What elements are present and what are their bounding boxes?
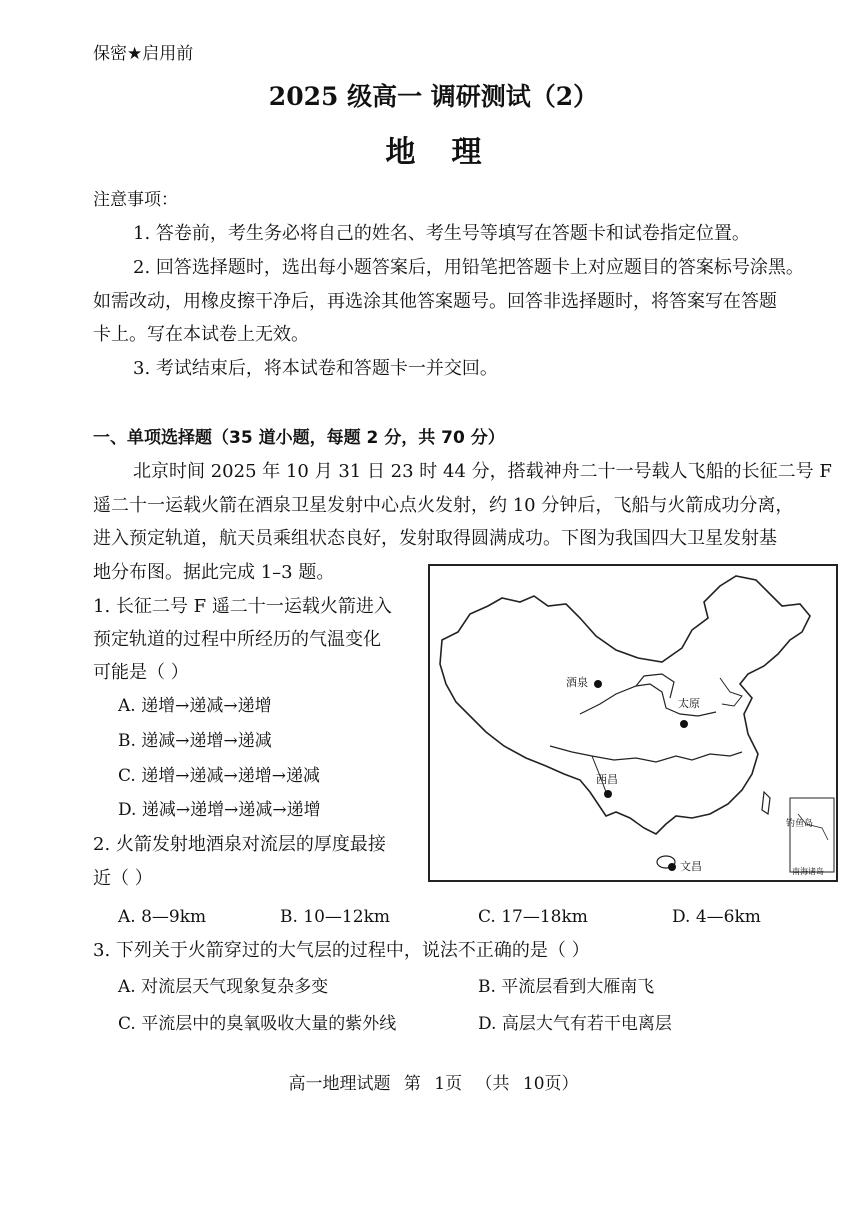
site-dot-jiuquan bbox=[594, 680, 602, 688]
china-outline-map bbox=[430, 566, 836, 880]
q2-line-2: 近（ ） bbox=[93, 868, 153, 889]
q1-line-3: 可能是（ ） bbox=[93, 662, 189, 683]
q3-option-d: D. 高层大气有若干电离层 bbox=[478, 1014, 672, 1034]
taiwan-island bbox=[762, 792, 770, 814]
south-sea-label: 南海诸岛 bbox=[792, 867, 824, 876]
note-item-1: 1. 答卷前，考生务必将自己的姓名、考生号等填写在答题卡和试卷指定位置。 bbox=[133, 223, 750, 244]
stem-line-4: 地分布图。据此完成 1–3 题。 bbox=[93, 562, 335, 583]
subject-title: 地理 bbox=[385, 135, 518, 170]
q1-option-b: B. 递减→递增→递减 bbox=[118, 731, 272, 751]
note-item-2-line-2: 如需改动，用橡皮擦干净后，再选涂其他答案题号。回答非选择题时，将答案写在答题 bbox=[93, 291, 777, 312]
q2-option-c: C. 17—18km bbox=[478, 907, 588, 927]
site-label-xichang: 西昌 bbox=[596, 773, 618, 786]
notes-heading: 注意事项： bbox=[93, 190, 178, 210]
site-label-jiuquan: 酒泉 bbox=[566, 676, 588, 689]
q1-option-a: A. 递增→递减→递增 bbox=[118, 696, 272, 716]
q1-line-1: 1. 长征二号 F 遥二十一运载火箭进入 bbox=[93, 596, 392, 617]
q2-option-d: D. 4—6km bbox=[672, 907, 761, 927]
q2-line-1: 2. 火箭发射地酒泉对流层的厚度最接 bbox=[93, 834, 386, 855]
q3-option-c: C. 平流层中的臭氧吸收大量的紫外线 bbox=[118, 1014, 397, 1034]
q1-option-d: D. 递减→递增→递减→递增 bbox=[118, 800, 321, 820]
site-dot-wenchang bbox=[668, 863, 676, 871]
q2-option-a: A. 8—9km bbox=[118, 907, 207, 927]
q1-option-c: C. 递增→递减→递增→递减 bbox=[118, 766, 320, 786]
stem-line-1: 北京时间 2025 年 10 月 31 日 23 时 44 分，搭载神舟二十一号载人飞船的长征二号 F bbox=[133, 461, 832, 482]
page-footer: 高一地理试题 第 1页 （共 10页） bbox=[288, 1074, 579, 1094]
q2-option-b: B. 10—12km bbox=[280, 907, 390, 927]
q3-line-1: 3. 下列关于火箭穿过的大气层的过程中，说法不正确的是（ ） bbox=[93, 940, 590, 961]
q1-line-2: 预定轨道的过程中所经历的气温变化 bbox=[93, 629, 381, 650]
exam-title: 2025 级高一 调研测试（2） bbox=[268, 82, 599, 111]
site-dot-xichang bbox=[604, 790, 612, 798]
site-dot-taiyuan bbox=[680, 720, 688, 728]
islands-label: 钓鱼岛 bbox=[786, 819, 814, 829]
stem-line-3: 进入预定轨道，航天员乘组状态良好，发射取得圆满成功。下图为我国四大卫星发射基 bbox=[93, 528, 777, 549]
section-heading: 一、单项选择题（35 道小题，每题 2 分，共 70 分） bbox=[93, 428, 505, 448]
stem-line-2: 遥二十一运载火箭在酒泉卫星发射中心点火发射，约 10 分钟后，飞船与火箭成功分离， bbox=[93, 495, 794, 516]
note-item-2-line-3: 卡上。写在本试卷上无效。 bbox=[93, 324, 309, 345]
site-label-taiyuan: 太原 bbox=[678, 697, 700, 710]
yangtze-river bbox=[550, 746, 742, 762]
launch-sites-map bbox=[428, 564, 838, 882]
confidential-label: 保密★启用前 bbox=[93, 44, 194, 64]
q3-option-b: B. 平流层看到大雁南飞 bbox=[478, 977, 655, 997]
site-label-wenchang: 文昌 bbox=[680, 860, 702, 873]
note-item-2-line-1: 2. 回答选择题时，选出每小题答案后，用铅笔把答题卡上对应题目的答案标号涂黑。 bbox=[133, 257, 804, 278]
q3-option-a: A. 对流层天气现象复杂多变 bbox=[118, 977, 329, 997]
note-item-3: 3. 考试结束后，将本试卷和答题卡一并交回。 bbox=[133, 358, 498, 379]
south-sea-inset bbox=[790, 798, 834, 872]
china-border bbox=[440, 576, 810, 834]
